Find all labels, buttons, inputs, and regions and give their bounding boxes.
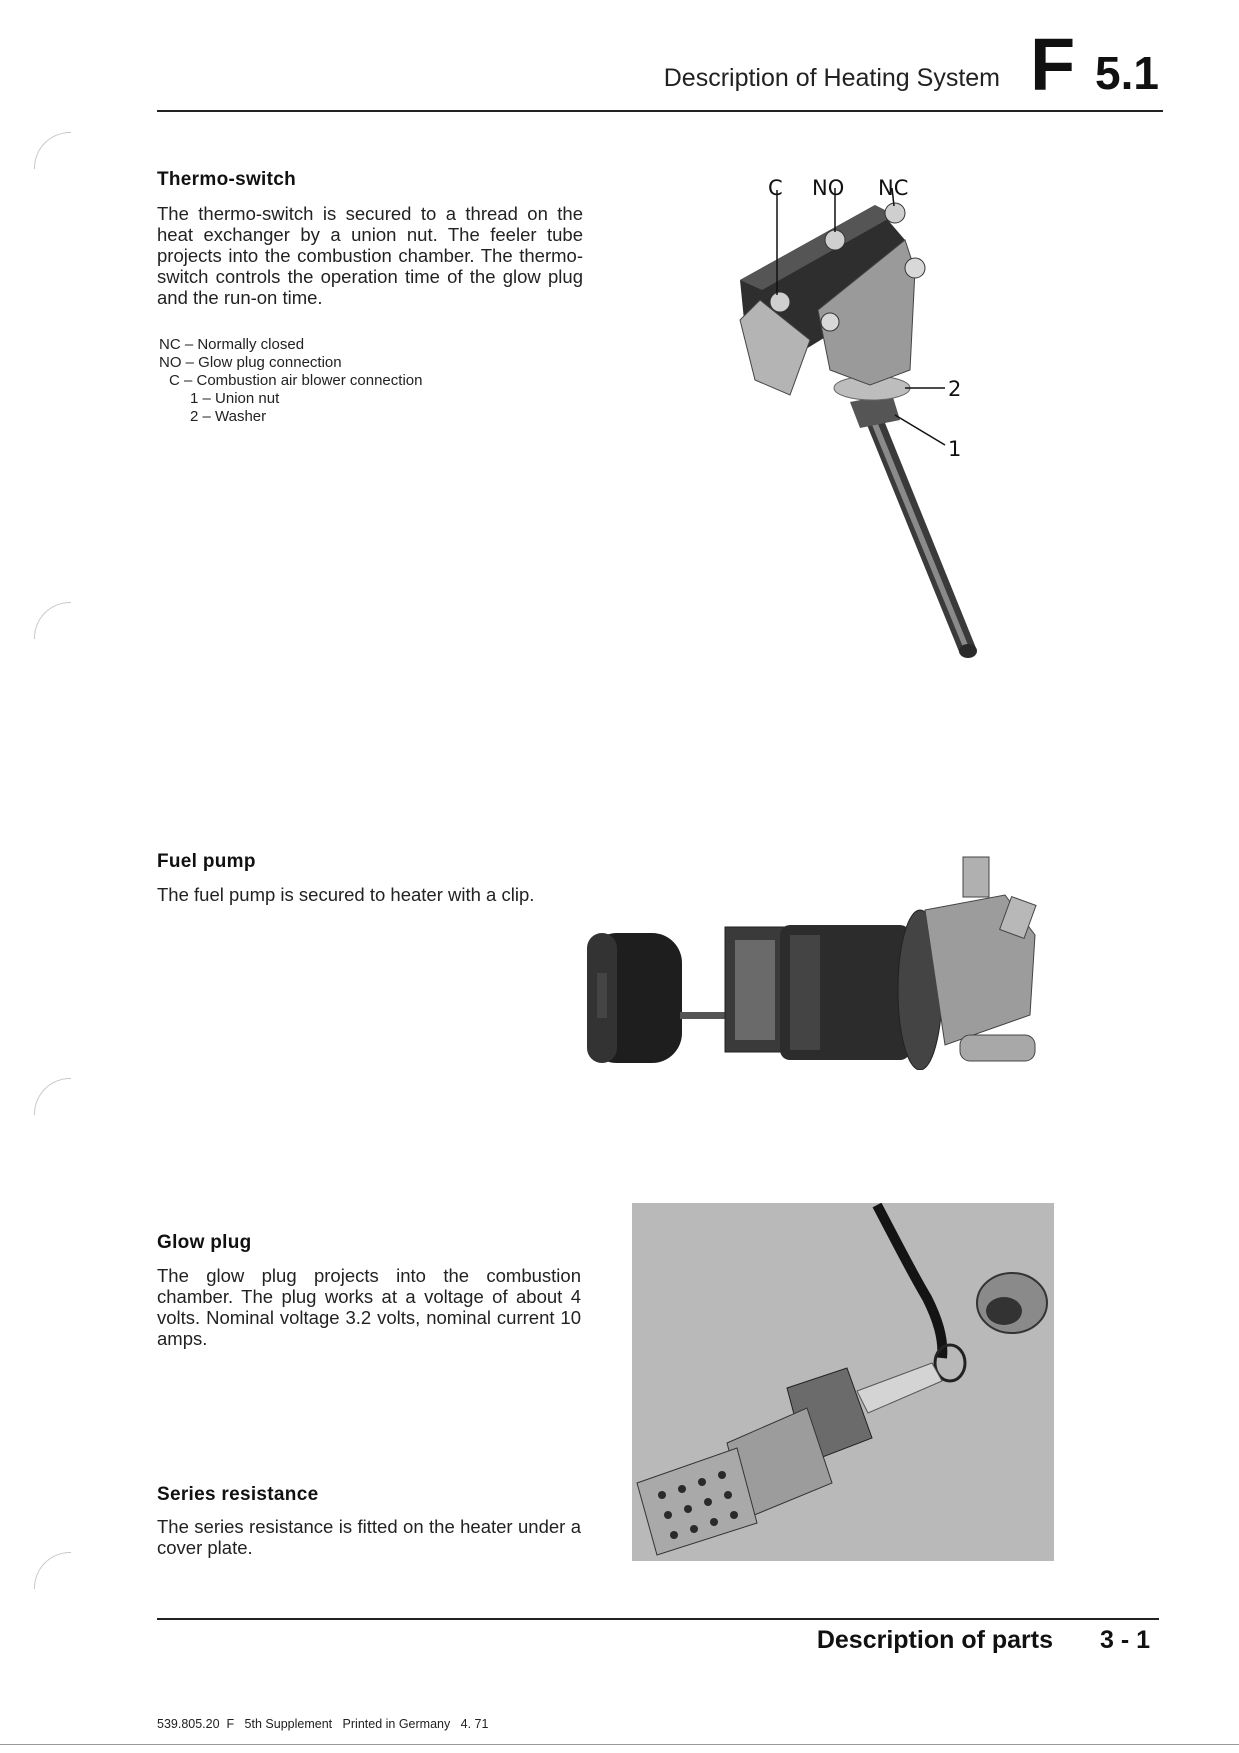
inlet-nozzle: [963, 857, 989, 897]
glow-plug-photo: [632, 1203, 1054, 1561]
callout-no: NO: [812, 176, 845, 200]
glow-plug-text: The glow plug projects into the combustion chamber. The plug works at a voltage of about 4 volts. Nominal voltage 3.2 volts, nominal current 10 amps.: [157, 1265, 581, 1349]
page-edge-line: [0, 1744, 1239, 1745]
page-number: 3 - 1: [1100, 1626, 1151, 1654]
legend-item-nc: NC – Normally closed: [159, 336, 305, 353]
fuel-pump-heading: Fuel pump: [157, 851, 256, 872]
thermo-switch-text: The thermo-switch is secured to a thread on the heat exchanger by a union nut. The feeler tube projects into the combustion chamber. The thermo-switch controls the operation time of the glow plug and the run-on time.: [157, 203, 583, 308]
punch-hole-mark: [34, 602, 71, 639]
glow-plug-heading: Glow plug: [157, 1232, 252, 1253]
footer-rule: [157, 1618, 1159, 1620]
series-resistance-text: The series resistance is fitted on the heater under a cover plate.: [157, 1516, 581, 1558]
section-letter: F: [1030, 23, 1076, 106]
thermo-switch-legend: [159, 336, 422, 426]
series-resistance-heading: Series resistance: [157, 1484, 319, 1505]
lower-nozzle: [960, 1035, 1035, 1061]
punch-hole-mark: [34, 1078, 71, 1115]
thermo-switch-heading: Thermo-switch: [157, 169, 297, 190]
legend-item-no: NO – Glow plug connection: [159, 354, 342, 371]
legend-item-c: C – Combustion air blower connection: [169, 372, 423, 389]
punch-hole-mark: [34, 1552, 71, 1589]
punch-hole-mark: [34, 132, 71, 169]
footer-section-title: Description of parts: [816, 1626, 1053, 1654]
screw-c: [770, 292, 790, 312]
section-number: 5.1: [1095, 47, 1159, 99]
page-header-title: Description of Heating System: [663, 64, 1000, 92]
screw-no: [825, 230, 845, 250]
fuel-pump-text: The fuel pump is secured to heater with a clip.: [157, 884, 535, 905]
fuel-pump-figure: [585, 855, 1040, 1070]
callout-2: 2: [948, 377, 962, 401]
screw-nc: [885, 203, 905, 223]
legend-item-1: 1 – Union nut: [190, 390, 280, 407]
legend-item-2: 2 – Washer: [190, 408, 267, 425]
callout-1: 1: [948, 437, 962, 461]
header-rule: [157, 110, 1163, 112]
thermo-switch-figure: [700, 170, 1000, 660]
callout-c: C: [768, 176, 783, 200]
imprint-line: 539.805.20 F 5th Supplement Printed in Germany 4. 71: [157, 1717, 489, 1731]
callout-nc: NC: [878, 176, 909, 200]
